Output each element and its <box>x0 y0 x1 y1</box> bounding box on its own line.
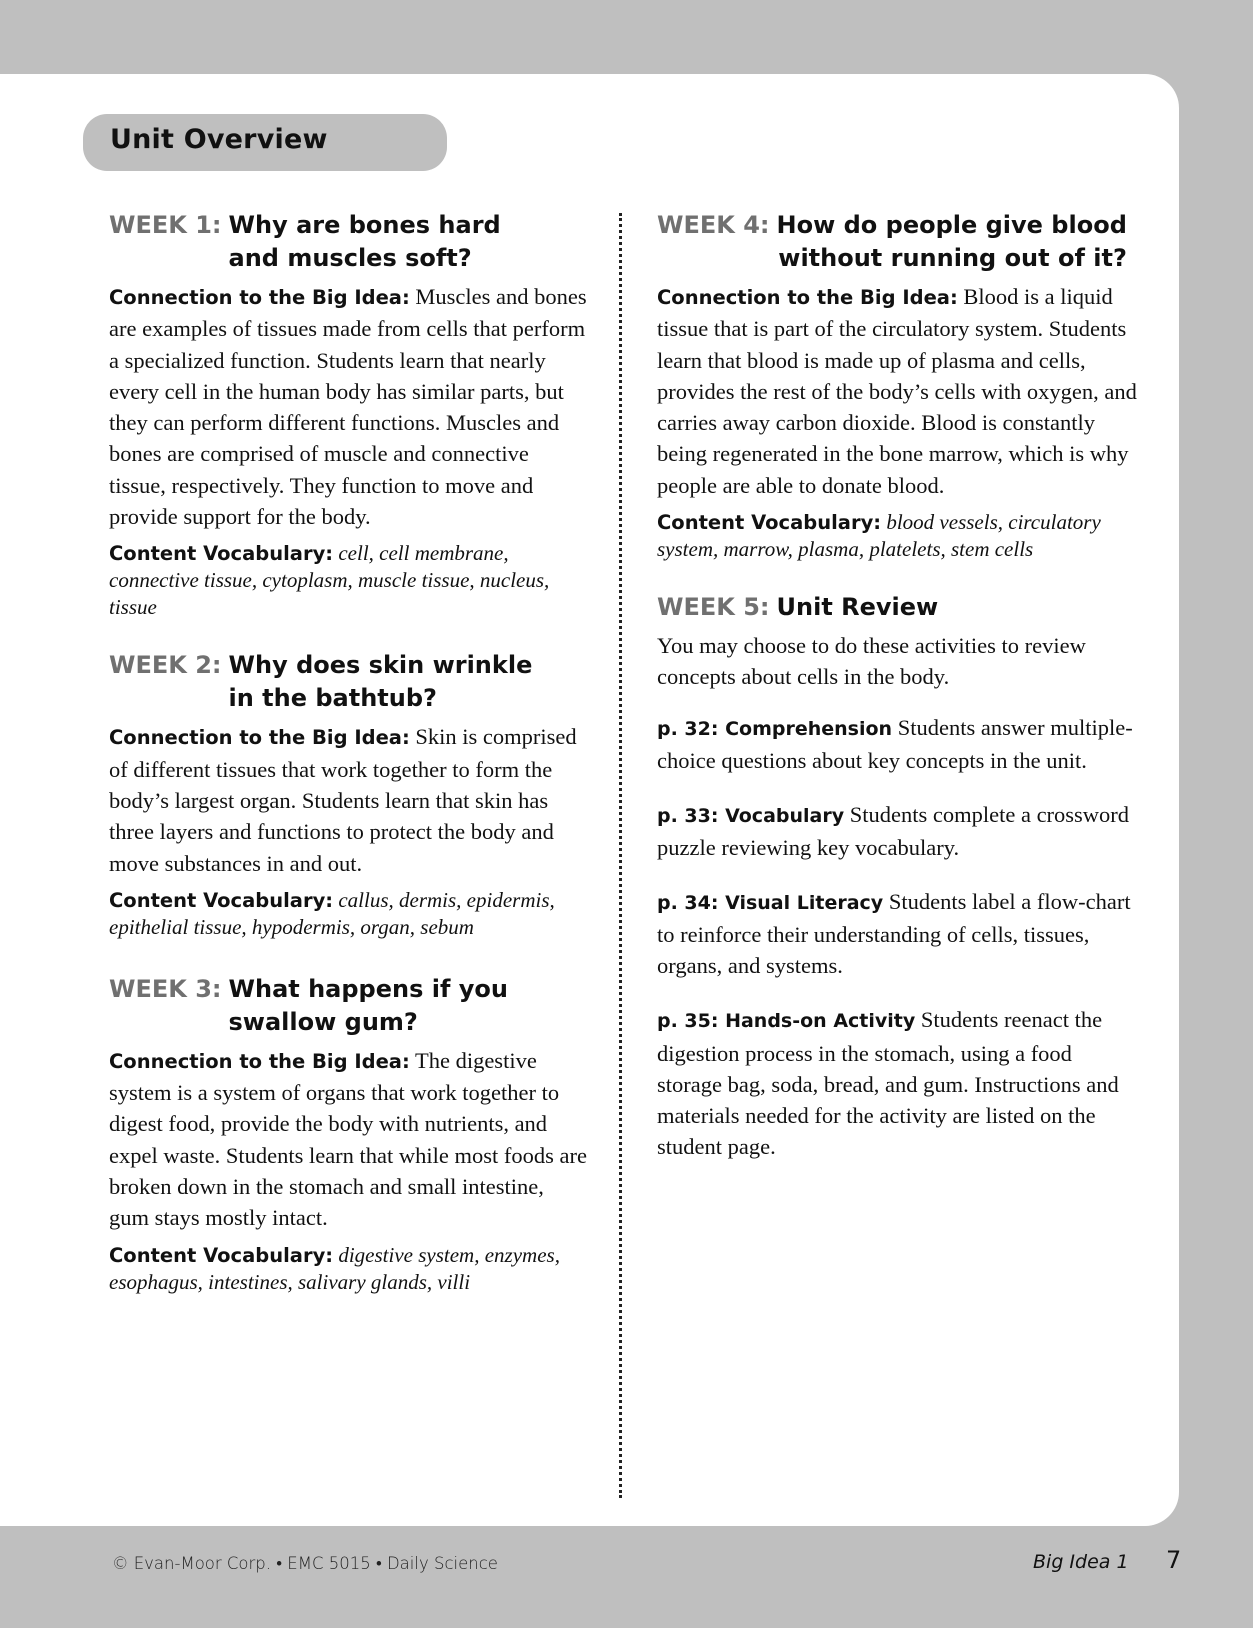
week-3-section <box>109 973 589 1296</box>
week-4-heading <box>657 209 1137 275</box>
week-2-section <box>109 649 589 940</box>
content-vocabulary <box>109 540 589 621</box>
connection-lead: Connection to the Big Idea: <box>109 1049 410 1073</box>
content-vocabulary <box>109 1242 589 1296</box>
unit-review-intro: You may choose to do these activities to review concepts about cells in the body. <box>657 633 1086 690</box>
right-column <box>657 209 1137 1185</box>
week-label: WEEK 5: <box>657 593 770 622</box>
left-column <box>109 209 589 1296</box>
connection-text: The digestive system is a system of organs that work together to digest food, provide the body with nutrients, and expel waste. Students learn that while most foods are broken down in the stomach and small intestine, gum stays mostly intact. <box>109 1047 588 1231</box>
vocab-lead: Content Vocabulary: <box>657 511 882 535</box>
vocab-terms: blood vessels, circulatory system, marrow, plasma, platelets, stem cells <box>657 510 1101 562</box>
week-1-section <box>109 209 589 621</box>
activity-lead: p. 35: Hands-on Activity <box>657 1010 916 1033</box>
week-label: WEEK 3: <box>109 974 222 1003</box>
week-title-line1: How do people give blood <box>776 211 1127 239</box>
week-title <box>777 209 1127 275</box>
page-title: Unit Overview <box>110 124 328 155</box>
connection-text: Blood is a liquid tissue that is part of the circulatory system. Students learn that blood is made up of plasma and cells, provides the rest of the body’s cells with oxygen, and carries away carbon dioxide. Blood is constantly being regenerated in the bone marrow, which is why people are able to donate blood. <box>657 284 1137 498</box>
week-title <box>229 649 533 715</box>
vocab-lead: Content Vocabulary: <box>109 542 334 566</box>
page-number: 7 <box>1166 1546 1182 1574</box>
activity-visual-literacy <box>657 886 1137 982</box>
connection-text: Muscles and bones are examples of tissues made from cells that perform a specialized function. Students learn that nearly every cell in the human body has similar parts, but they can perform different functions. Muscles and bones are comprised of muscle and connective tissue, respectively. They function to move and provide support for the body. <box>109 284 587 530</box>
vocab-terms: callus, dermis, epidermis, epithelial tissue, hypodermis, organ, sebum <box>109 887 555 939</box>
content-vocabulary <box>657 509 1137 563</box>
connection-text: Skin is comprised of different tissues that work together to form the body’s largest organ. Students learn that skin has three layers and functions to protect the body and move substances in and out. <box>109 724 577 876</box>
week-title-line2: swallow gum? <box>228 1007 418 1036</box>
activity-vocabulary <box>657 799 1137 864</box>
vocab-terms: digestive system, enzymes, esophagus, intestines, salivary glands, villi <box>109 1242 560 1294</box>
week-2-heading <box>109 649 589 715</box>
activity-lead: p. 34: Visual Literacy <box>657 891 884 914</box>
week-label: WEEK 1: <box>109 211 222 239</box>
week-title: Unit Review <box>776 593 939 622</box>
week-5-section <box>657 591 1137 1163</box>
connection-paragraph <box>109 721 589 878</box>
vocab-lead: Content Vocabulary: <box>109 888 334 912</box>
week-title-line1: Why are bones hard <box>228 211 501 239</box>
activity-lead: p. 32: Comprehension <box>657 717 893 740</box>
week-4-section <box>657 209 1137 563</box>
week-title <box>229 209 501 275</box>
activity-text: Students label a flow-chart to reinforce their understanding of cells, tissues, organs, and systems. <box>657 888 1131 979</box>
connection-paragraph <box>109 281 589 532</box>
week-title-line1: What happens if you <box>228 974 508 1003</box>
connection-paragraph <box>657 281 1137 501</box>
footer-copyright: © Evan-Moor Corp. • EMC 5015 • Daily Science <box>112 1554 498 1573</box>
week-label: WEEK 4: <box>657 211 770 239</box>
connection-lead: Connection to the Big Idea: <box>109 726 410 750</box>
week-title-line1: Why does skin wrinkle <box>228 651 533 680</box>
week-label: WEEK 2: <box>109 651 222 680</box>
week-title-line2: and muscles soft? <box>228 244 472 272</box>
unit-overview-banner <box>83 114 447 171</box>
activity-text: Students answer multiple-choice questions about key concepts in the unit. <box>657 714 1133 773</box>
activity-comprehension <box>657 712 1137 777</box>
week-title <box>229 973 508 1039</box>
connection-lead: Connection to the Big Idea: <box>657 286 958 309</box>
week-3-heading <box>109 973 589 1039</box>
activity-lead: p. 33: Vocabulary <box>657 804 845 827</box>
week-title-line2: without running out of it? <box>778 244 1127 272</box>
week-5-heading <box>657 591 1137 624</box>
connection-lead: Connection to the Big Idea: <box>109 286 410 309</box>
activity-text: Students complete a crossword puzzle reviewing key vocabulary. <box>657 801 1130 861</box>
connection-paragraph <box>109 1045 589 1234</box>
week-1-heading <box>109 209 589 275</box>
footer-section-label: Big Idea 1 <box>1033 1551 1129 1573</box>
vocab-lead: Content Vocabulary: <box>109 1243 334 1267</box>
activity-text: Students reenact the digestion process in the stomach, using a food storage bag, soda, bread, and gum. Instructions and materials needed for the activity are listed on the student page. <box>657 1007 1119 1160</box>
week-title-line2: in the bathtub? <box>228 684 437 713</box>
activity-hands-on <box>657 1004 1137 1162</box>
content-vocabulary <box>109 887 589 941</box>
vocab-terms: cell, cell membrane, connective tissue, cytoplasm, muscle tissue, nucleus, tissue <box>109 541 550 620</box>
column-divider <box>619 213 622 1498</box>
